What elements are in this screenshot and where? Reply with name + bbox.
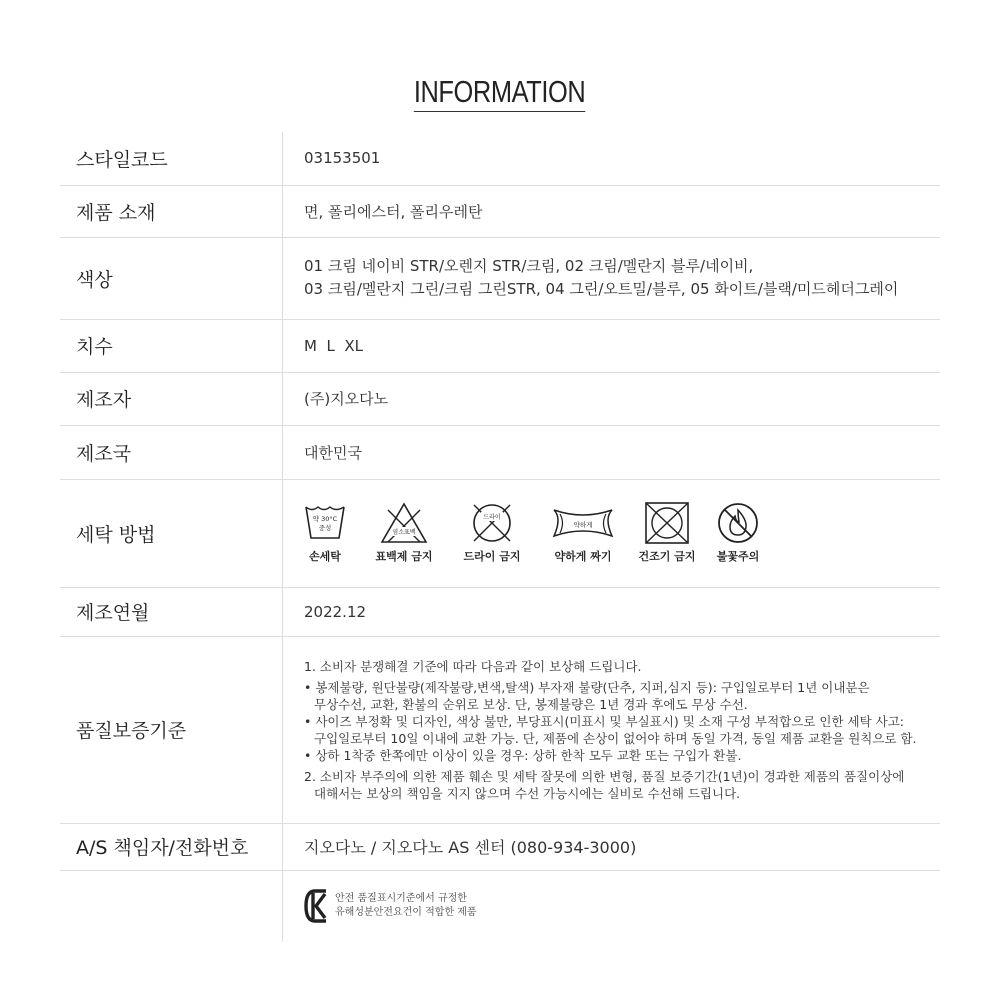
color-line-2: 03 크림/멜란지 그린/크림 그린STR, 04 그린/오트밀/블루, 05 화이트/블랙/미드헤더그레이 xyxy=(304,280,899,298)
value-country: 대한민국 xyxy=(283,425,941,479)
value-maker: (주)지오다노 xyxy=(283,372,941,425)
gentle-wring-text: 약하게 xyxy=(573,521,593,529)
fire-caution-caption: 불꽃주의 xyxy=(716,550,760,563)
label-as: A/S 책임자/전화번호 xyxy=(60,823,283,870)
quality-line-5: 구입일로부터 10일 이내에 교환 가능. 단, 제품에 손상이 없어야 하며 동일 가격, 동일 제품 교환을 원칙으로 함. xyxy=(314,730,917,746)
product-info-table xyxy=(60,132,940,942)
hand-wash-temp: 약 30°C xyxy=(312,515,338,523)
fire-caution-icon xyxy=(716,502,760,544)
value-washing xyxy=(283,479,941,587)
label-country: 제조국 xyxy=(60,425,283,479)
no-tumble-dry-caption: 건조기 금지 xyxy=(638,550,696,563)
care-item-gentle-wring xyxy=(552,502,614,564)
label-date: 제조연월 xyxy=(60,587,283,636)
label-quality: 품질보증기준 xyxy=(60,636,283,823)
gentle-wring-icon xyxy=(552,502,614,544)
care-item-no-bleach xyxy=(376,502,432,564)
value-material: 면, 폴리에스터, 폴리우레탄 xyxy=(283,185,941,237)
row-color xyxy=(60,237,940,319)
quality-line-7: 2. 소비자 부주의에 의한 제품 훼손 및 세탁 잘못에 의한 변형, 품질 보증기간(1년)이 경과한 제품의 품질이상에 xyxy=(304,768,905,784)
kc-text xyxy=(335,892,477,920)
care-icons xyxy=(304,502,940,564)
quality-line-1: 1. 소비자 분쟁해결 기준에 따라 다음과 같이 보상해 드립니다. xyxy=(304,658,642,674)
page-title: INFORMATION xyxy=(414,74,586,112)
row-washing xyxy=(60,479,940,587)
quality-line-8: 대해서는 보상의 책임을 지지 않으며 수선 가능시에는 실비로 수선해 드립니다. xyxy=(314,785,741,801)
quality-line-4: • 사이즈 부정확 및 디자인, 색상 불만, 부당표시(미표시 및 부실표시) 및 소재 구성 부적합으로 인한 세탁 사고: xyxy=(304,713,905,729)
quality-line-6: • 상하 1착중 한쪽에만 이상이 있을 경우: 상하 한착 모두 교환 또는 구입가 환불. xyxy=(304,747,742,763)
no-dry-clean-caption: 드라이 금지 xyxy=(463,550,521,563)
care-item-hand-wash xyxy=(304,502,346,564)
label-style-code: 스타일코드 xyxy=(60,132,283,185)
row-quality xyxy=(60,636,940,823)
hand-wash-caption: 손세탁 xyxy=(309,550,341,563)
row-as xyxy=(60,823,940,870)
kc-line-2: 유해성분안전요건이 적합한 제품 xyxy=(335,907,477,919)
quality-text xyxy=(304,658,940,802)
row-date xyxy=(60,587,940,636)
no-tumble-dry-icon xyxy=(644,502,690,544)
kc-line-1: 안전 품질표시기준에서 규정한 xyxy=(335,893,467,905)
row-material xyxy=(60,185,940,237)
quality-line-2: • 봉제불량, 원단불량(제작불량,변색,탈색) 부자재 불량(단추, 지퍼,심지 등): 구입일로부터 1년 이내분은 xyxy=(304,679,870,695)
row-size xyxy=(60,319,940,372)
value-size: M L XL xyxy=(283,319,941,372)
care-item-no-tumble-dry xyxy=(636,502,698,564)
care-item-no-dry-clean xyxy=(462,502,522,564)
gentle-wring-caption: 약하게 짜기 xyxy=(554,550,612,563)
kc-logo-icon xyxy=(304,887,330,925)
hand-wash-neutral: 중성 xyxy=(318,524,332,532)
label-color: 색상 xyxy=(60,237,283,319)
quality-line-3: 무상수선, 교환, 환불의 순위로 보상. 단, 봉제불량은 1년 경과 후에도 무상 수선. xyxy=(314,696,748,712)
label-kc-empty xyxy=(60,870,283,942)
no-dry-clean-text: 드라이 xyxy=(483,514,501,521)
no-bleach-caption: 표백제 금지 xyxy=(375,550,433,563)
value-color xyxy=(283,237,941,319)
no-dry-clean-icon xyxy=(470,502,514,544)
row-maker xyxy=(60,372,940,425)
row-style-code xyxy=(60,132,940,185)
row-country xyxy=(60,425,940,479)
label-size: 치수 xyxy=(60,319,283,372)
kc-mark xyxy=(304,887,940,925)
value-style-code: 03153501 xyxy=(283,132,941,185)
value-quality xyxy=(283,636,941,823)
value-kc xyxy=(283,870,941,942)
no-bleach-text: 염소표백 xyxy=(392,529,416,536)
color-line-1: 01 크림 네이비 STR/오렌지 STR/크림, 02 크림/멜란지 블루/네이비, xyxy=(304,257,754,275)
information-title-wrap xyxy=(0,74,1000,112)
label-maker: 제조자 xyxy=(60,372,283,425)
hand-wash-icon xyxy=(304,502,346,544)
value-as: 지오다노 / 지오다노 AS 센터 (080-934-3000) xyxy=(283,823,941,870)
value-date: 2022.12 xyxy=(283,587,941,636)
care-item-fire-caution xyxy=(714,502,762,564)
label-washing: 세탁 방법 xyxy=(60,479,283,587)
no-bleach-icon xyxy=(380,502,428,544)
label-material: 제품 소재 xyxy=(60,185,283,237)
row-kc xyxy=(60,870,940,942)
